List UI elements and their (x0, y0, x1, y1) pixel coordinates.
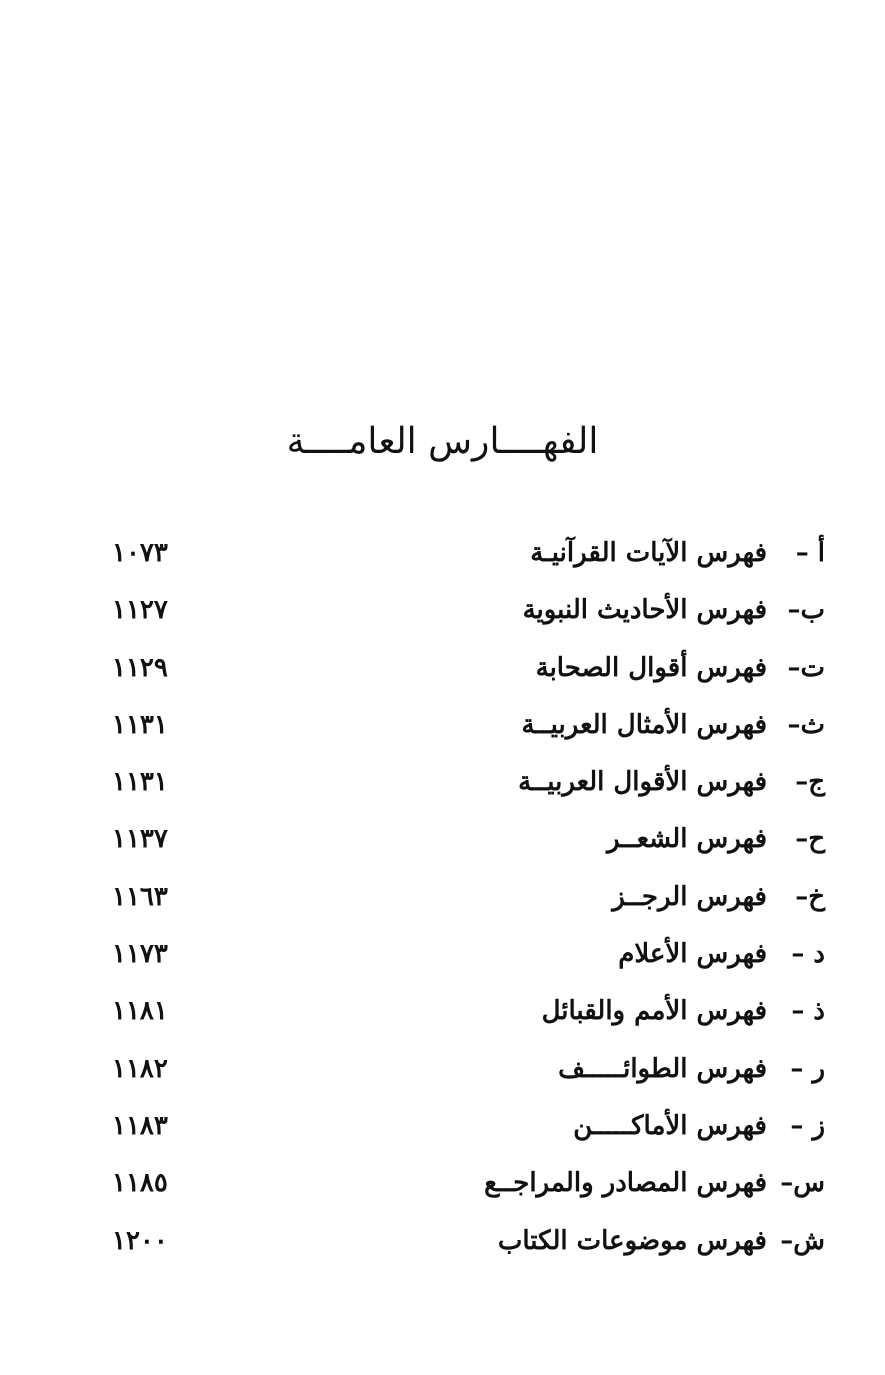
index-entry-label: فهرس الأمثال العربيــة (521, 709, 767, 740)
index-entry-label: فهرس الأعلام (618, 939, 767, 970)
index-entry-text (484, 1155, 825, 1212)
index-entry-text (618, 926, 825, 983)
index-entry-label: فهرس الأماكـــــن (573, 1110, 767, 1141)
index-entry-letter: د – (791, 939, 825, 970)
index-entry-page: ١١٣١ (112, 709, 168, 740)
index-entry-7 (100, 869, 825, 926)
index-entry-page: ١١٢٩ (112, 652, 168, 683)
index-entry-letter: ر – (790, 1053, 825, 1084)
index-entry-text (612, 869, 825, 926)
index-entry-text (523, 582, 825, 639)
index-entry-1 (100, 525, 825, 582)
index-entry-page: ١١٨٣ (112, 1110, 168, 1141)
index-entry-page: ١١٢٧ (112, 595, 168, 626)
index-entry-10 (100, 1041, 825, 1098)
index-entry-letter: ش– (780, 1225, 825, 1256)
index-entry-5 (100, 754, 825, 811)
index-entry-text (558, 1041, 825, 1098)
index-entry-letter: ث– (787, 709, 825, 740)
index-entry-letter: ج– (795, 767, 825, 798)
index-entry-page: ١١٣١ (112, 767, 168, 798)
index-entry-label: فهرس أقوال الصحابة (535, 652, 767, 683)
index-entry-label: فهرس الآيات القرآنيـة (530, 538, 767, 568)
index-entry-4 (100, 697, 825, 754)
index-entry-label: فهرس موضوعات الكتاب (497, 1225, 767, 1256)
index-entry-letter: س– (780, 1168, 825, 1199)
index-entry-text (542, 983, 825, 1040)
index-entry-text (573, 1098, 825, 1155)
index-entry-label: فهرس الأمم والقبائل (541, 996, 767, 1027)
index-entry-page: ١١٦٣ (112, 881, 168, 912)
index-entry-label: فهرس الرجــز (612, 881, 767, 912)
index-entry-letter: ز – (790, 1110, 825, 1141)
index-entry-letter: ب– (787, 595, 825, 626)
index-entry-13 (100, 1213, 825, 1270)
index-entry-text (607, 811, 825, 868)
index-entry-12 (100, 1155, 825, 1212)
index-entry-letter: ذ – (791, 996, 825, 1027)
page-title: الفهــــارس العامــــة (286, 421, 599, 462)
index-entry-letter: ت– (787, 652, 825, 683)
index-entry-text (530, 525, 825, 582)
index-entry-page: ١١٨٢ (112, 1053, 168, 1084)
index-entry-label: فهرس الطوائـــــف (558, 1053, 767, 1084)
index-entry-letter: أ – (795, 538, 825, 568)
index-entry-text (521, 697, 825, 754)
index-entry-label: فهرس المصادر والمراجــع (484, 1168, 767, 1199)
index-entry-label: فهرس الأقوال العربيــة (518, 767, 767, 798)
index-entry-page: ١١٨٥ (112, 1168, 168, 1199)
index-entry-text (518, 754, 825, 811)
index-entry-page: ١٢٠٠ (112, 1225, 168, 1256)
index-entry-text (536, 640, 825, 697)
index-entry-3 (100, 640, 825, 697)
index-entry-label: فهرس الشعــر (606, 824, 767, 855)
index-entry-6 (100, 811, 825, 868)
index-entry-text (498, 1213, 825, 1270)
index-entry-9 (100, 983, 825, 1040)
index-entry-2 (100, 582, 825, 639)
index-entry-letter: ح– (795, 824, 825, 855)
index-entry-8 (100, 926, 825, 983)
index-entry-page: ١١٨١ (112, 996, 168, 1027)
index-list (100, 525, 825, 1270)
index-entry-11 (100, 1098, 825, 1155)
index-entry-label: فهرس الأحاديث النبوية (522, 595, 767, 626)
index-entry-letter: خ– (795, 881, 825, 912)
index-entry-page: ١١٧٣ (112, 939, 168, 970)
index-entry-page: ١١٣٧ (112, 824, 168, 855)
index-entry-page: ١٠٧٣ (112, 538, 168, 568)
